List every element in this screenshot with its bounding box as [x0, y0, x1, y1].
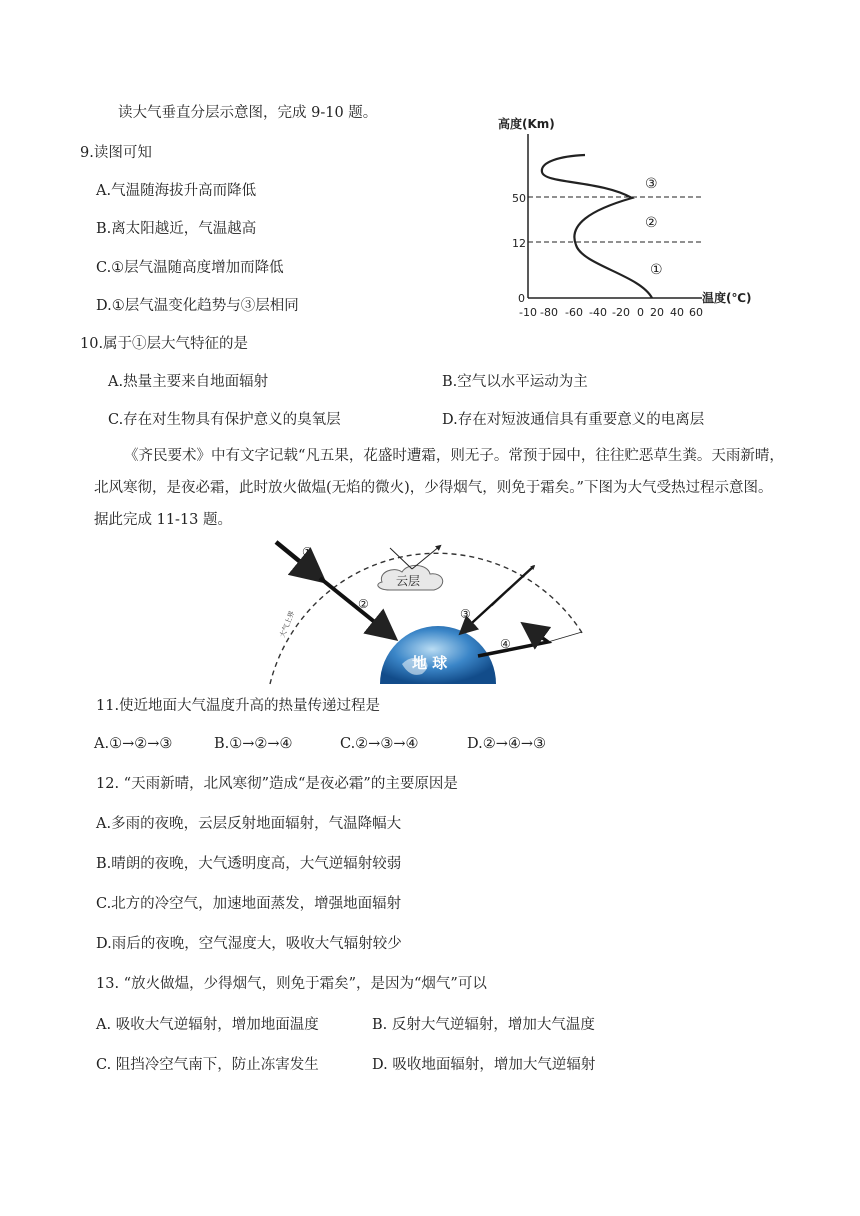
q10-option-d: D.存在对短波通信具有重要意义的电离层 — [442, 412, 705, 428]
q12-option-d: D.雨后的夜晚，空气湿度大，吸收大气辐射较少 — [96, 936, 402, 952]
boundary-label: 大气上界 — [278, 609, 297, 639]
q13-option-a: A. 吸收大气逆辐射，增加地面温度 — [96, 1017, 319, 1033]
q13-stem: 13. “放火做煴，少得烟气，则免于霜矣”，是因为“烟气”可以 — [96, 976, 487, 992]
q9-option-a: A.气温随海拔升高而降低 — [96, 183, 257, 199]
q12-stem: 12. “天雨新晴，北风寒彻”造成“是夜必霜”的主要原因是 — [96, 776, 458, 792]
layer-2-label: ② — [645, 215, 658, 231]
fig1-xtick: 20 — [650, 306, 664, 319]
q11-option-d: D.②→④→③ — [467, 736, 547, 752]
arrow-1-solar-radiation — [276, 542, 320, 578]
fig1-xtick: 0 — [637, 306, 644, 319]
arrow-4-ground-radiation — [478, 626, 548, 656]
arrow-1-label: ① — [302, 545, 313, 559]
q11-option-a: A.①→②→③ — [94, 736, 173, 752]
q13-option-b: B. 反射大气逆辐射，增加大气温度 — [372, 1017, 595, 1033]
q9-option-d: D.①层气温变化趋势与③层相同 — [96, 298, 299, 314]
q11-stem: 11.使近地面大气温度升高的热量传递过程是 — [96, 698, 381, 714]
fig1-xtick: -10 — [519, 306, 537, 319]
fig1-xtick: 60 — [689, 306, 703, 319]
q11-option-c: C.②→③→④ — [340, 736, 419, 752]
q9-stem: 9.读图可知 — [80, 145, 152, 161]
fig1-xtick: -60 — [565, 306, 583, 319]
q10-option-a: A.热量主要来自地面辐射 — [108, 374, 269, 390]
fig1-xtick: -80 — [540, 306, 558, 319]
layer-3-label: ③ — [645, 176, 658, 192]
fig1-xtick: 40 — [670, 306, 684, 319]
earth-label: 地 球 — [412, 654, 448, 672]
q10-stem: 10.属于①层大气特征的是 — [80, 336, 249, 352]
q11-option-b: B.①→②→④ — [214, 736, 293, 752]
q12-option-a: A.多雨的夜晚，云层反射地面辐射，气温降幅大 — [96, 816, 402, 832]
fig1-x-label: 温度(℃) — [702, 291, 752, 305]
temperature-curve — [542, 155, 652, 298]
atmosphere-heating-figure — [262, 536, 594, 684]
arrow-3-label: ③ — [460, 607, 471, 621]
fig1-xtick: -20 — [612, 306, 630, 319]
q10-option-c: C.存在对生物具有保护意义的臭氧层 — [108, 412, 341, 428]
passage-text: 《齐民要术》中有文字记载“凡五果，花盛时遭霜，则无子。常预于园中，往往贮恶草生粪。天雨新晴，北风寒彻，是夜必霜，此时放火做煴(无焰的微火)，少得烟气，则免于霜矣。”下图为大气受热过程示意图。据此完成 11-13 题。 — [94, 448, 784, 528]
q13-option-c: C. 阻挡冷空气南下，防止冻害发生 — [96, 1057, 319, 1073]
q12-option-c: C.北方的冷空气，加速地面蒸发，增强地面辐射 — [96, 896, 402, 912]
q12-option-b: B.晴朗的夜晚，大气透明度高，大气逆辐射较弱 — [96, 856, 402, 872]
fig1-ytick-0: 0 — [518, 292, 525, 305]
layer-1-label: ① — [650, 262, 663, 278]
q9-option-b: B.离太阳越近，气温越高 — [96, 221, 257, 237]
fig1-xtick: -40 — [589, 306, 607, 319]
atmosphere-layers-figure — [490, 110, 752, 322]
q10-option-b: B.空气以水平运动为主 — [442, 374, 588, 390]
arrow-2-label: ② — [358, 597, 369, 611]
q13-option-d: D. 吸收地面辐射，增加大气逆辐射 — [372, 1057, 596, 1073]
fig1-ytick-12: 12 — [512, 237, 526, 250]
cloud-label: 云层 — [396, 574, 421, 588]
intro-text: 读大气垂直分层示意图，完成 9-10 题。 — [118, 105, 378, 121]
fig1-y-label: 高度(Km) — [498, 117, 555, 131]
q9-option-c: C.①层气温随高度增加而降低 — [96, 260, 284, 276]
arrow-4-label: ④ — [500, 637, 511, 651]
fig1-ytick-50: 50 — [512, 192, 526, 205]
